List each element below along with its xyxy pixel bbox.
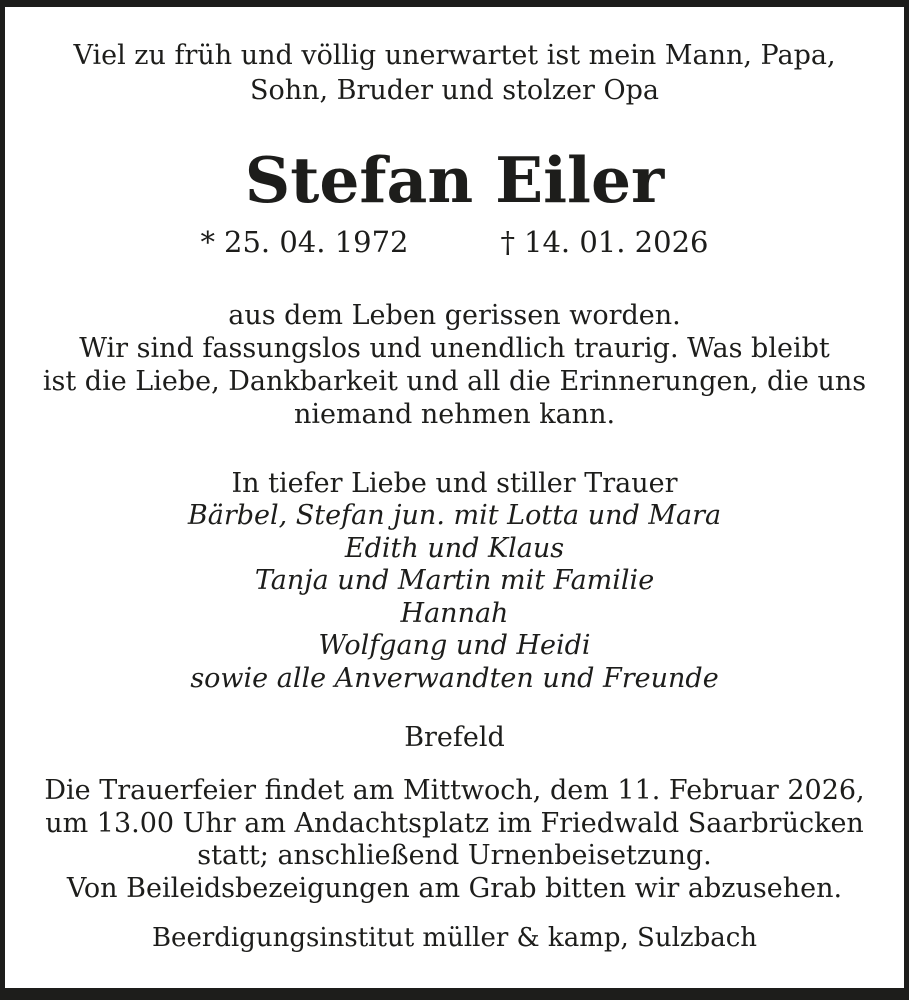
body-line: aus dem Leben gerissen worden.: [228, 300, 681, 331]
mourning-header: In tiefer Liebe und stiller Trauer: [231, 468, 678, 499]
funeral-info-line: Die Trauerfeier findet am Mittwoch, dem 11. Februar 2026,: [44, 775, 865, 806]
intro-line: Viel zu früh und völlig unerwartet ist mein Mann, Papa,: [73, 40, 836, 71]
birth-date: [201, 225, 409, 259]
death-date-value: 14. 01. 2026: [524, 225, 709, 259]
life-dates: [5, 225, 904, 259]
body-line: niemand nehmen kann.: [293, 399, 616, 430]
death-cross-symbol: †: [500, 225, 515, 259]
mourner-line: Edith und Klaus: [344, 532, 565, 564]
mourner-line: sowie alle Anverwandten und Freunde: [190, 662, 719, 694]
intro-line: Sohn, Bruder und stolzer Opa: [249, 75, 660, 106]
funeral-info-line: statt; anschließend Urnenbeisetzung.: [197, 840, 712, 871]
funeral-info-line: Von Beileidsbezeigungen am Grab bitten wir abzusehen.: [66, 872, 843, 904]
body-line: ist die Liebe, Dankbarkeit und all die Erinnerungen, die uns: [42, 366, 867, 397]
deceased-name: Stefan Eiler: [244, 143, 665, 217]
birth-date-value: 25. 04. 1972: [224, 225, 409, 259]
intro-text: [5, 38, 904, 108]
mourner-line: Bärbel, Stefan jun. mit Lotta und Mara: [187, 500, 722, 531]
place-name: Brefeld: [404, 722, 505, 753]
funeral-info: [5, 775, 904, 905]
body-line: Wir sind fassungslos und unendlich traurig. Was bleibt: [79, 333, 830, 364]
obituary-body: [5, 299, 904, 431]
mourner-line: Tanja und Martin mit Familie: [254, 565, 655, 596]
death-date: [501, 225, 709, 259]
birth-star-symbol: *: [200, 225, 216, 259]
mourner-line: Wolfgang und Heidi: [318, 630, 591, 661]
funeral-home: Beerdigungsinstitut müller & kamp, Sulzbach: [151, 923, 758, 953]
mourner-line: Hannah: [400, 597, 509, 629]
funeral-info-line: um 13.00 Uhr am Andachtsplatz im Friedwald Saarbrücken: [45, 807, 864, 839]
mourners-list: [5, 500, 904, 695]
